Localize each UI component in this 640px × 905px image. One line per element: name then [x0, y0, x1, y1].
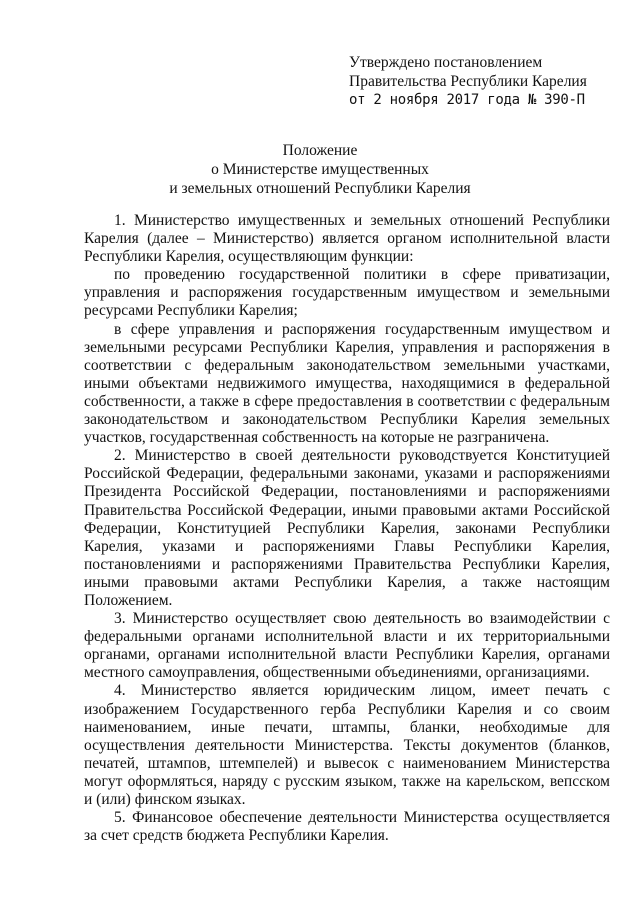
approval-line-2: Правительства Республики Карелия: [349, 73, 587, 90]
title-line-3: и земельных отношений Республики Карелия: [169, 180, 471, 197]
document-title: [0, 141, 640, 198]
paragraph-4: 4. Министерство является юридическим лицом, имеет печать с изображением Государственного герба Республики Карелия и со своим наименованием, иные печати, штампы, бланки, необходимые для осуществления деятельности Министерства. Тексты документов (бланков, печатей, штампов, штемпелей) и вывесок с наименованием Министерства могут оформляться, наряду с русским языком, также на карельском, вепсском и (или) финском языках.: [84, 682, 610, 808]
paragraph-5: 5. Финансовое обеспечение деятельности Министерства осуществляется за счет средств бюджета Республики Карелия.: [84, 809, 610, 845]
paragraph-3: 3. Министерство осуществляет свою деятельность во взаимодействии с федеральными органами исполнительной власти и их территориальными органами, органами исполнительной власти Республики Карелия, органами местного самоуправления, общественными объединениями, организациями.: [84, 610, 610, 682]
title-line-2: о Министерстве имущественных: [211, 161, 429, 178]
paragraph-1-function-b: в сфере управления и распоряжения государственным имуществом и земельными ресурсами Республики Карелия, управления и распоряжения в соответствии с федеральным законодательством земельными участками, иными объектами недвижимого имущества, находящимися в федеральной собственности, а также в сфере предоставления в соответствии с федеральным законодательством и законодательством Республики Карелия земельных участков, государственная собственность на которые не разграничена.: [84, 320, 610, 447]
title-line-1: Положение: [282, 142, 358, 159]
approval-stamp: [349, 53, 629, 110]
paragraph-2: 2. Министерство в своей деятельности руководствуется Конституцией Российской Федерации, федеральными законами, указами и распоряжениями Президента Российской Федерации, постановлениями и распоряжениями Правительства Российской Федерации, иными правовыми актами Российской Федерации, Конституцией Республики Карелия, законами Республики Карелия, указами и распоряжениями Главы Республики Карелия, постановлениями и распоряжениями Правительства Республики Карелия, иными правовыми актами Республики Карелия, а также настоящим Положением.: [84, 447, 610, 609]
paragraph-1: 1. Министерство имущественных и земельных отношений Республики Карелия (далее – Министерство) является органом исполнительной власти Республики Карелия, осуществляющим функции:: [84, 212, 610, 266]
approval-date-line: от 2 ноября 2017 года № 390-П: [349, 92, 585, 108]
document-body: [84, 212, 610, 845]
approval-line-1: Утверждено постановлением: [349, 54, 543, 71]
paragraph-1-function-a: по проведению государственной политики в сфере приватизации, управления и распоряжения государственным имуществом и земельными ресурсами Республики Карелия;: [84, 266, 610, 320]
